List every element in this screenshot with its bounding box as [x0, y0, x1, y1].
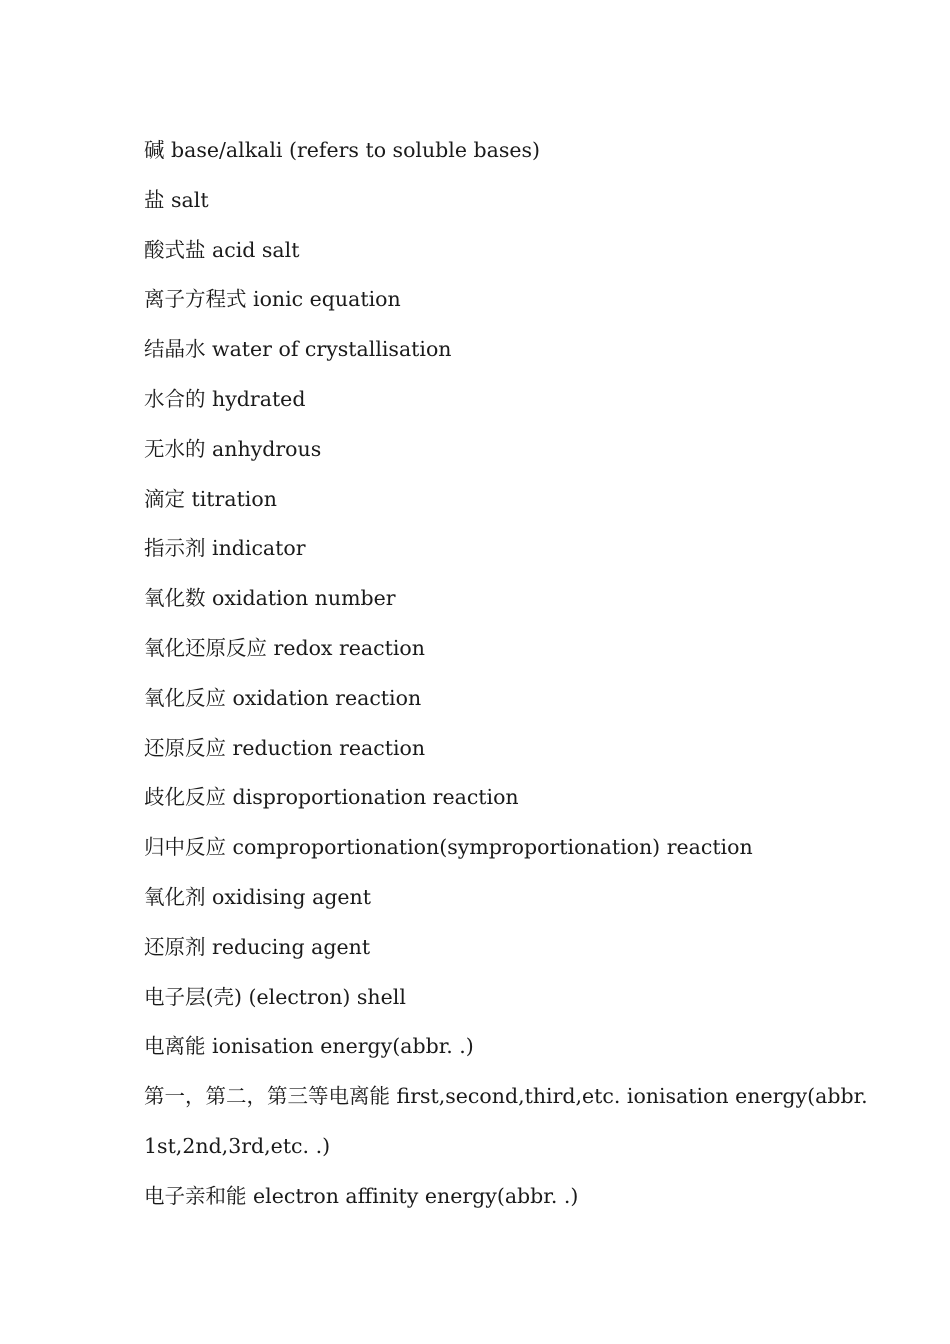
glossary-entry-base-alkali: 碱 base/alkali (refers to soluble bases) — [144, 138, 541, 162]
glossary-entry-water-of-crystallisation: 结晶水 water of crystallisation — [144, 337, 452, 362]
glossary-list — [144, 133, 868, 1229]
glossary-entry-successive-ionisation-energy-continued: 1st,2nd,3rd,etc. .) — [144, 1133, 331, 1158]
glossary-entry-reduction-reaction: 还原反应 reduction reaction — [144, 735, 426, 760]
glossary-entry-salt: 盐 salt — [144, 187, 209, 212]
glossary-entry-comproportionation-reaction: 归中反应 comproportionation(symproportionation) reaction — [144, 835, 753, 860]
glossary-entry-disproportionation-reaction: 歧化反应 disproportionation reaction — [144, 785, 519, 810]
glossary-entry-oxidising-agent: 氧化剂 oxidising agent — [144, 884, 371, 909]
glossary-entry-redox-reaction: 氧化还原反应 redox reaction — [144, 635, 425, 660]
glossary-entry-successive-ionisation-energy: 第一，第二，第三等电离能 first,second,third,etc. ionisation energy(abbr. — [144, 1084, 868, 1109]
glossary-entry-indicator: 指示剂 indicator — [144, 536, 306, 561]
glossary-entry-electron-shell: 电子层(壳) (electron) shell — [144, 984, 406, 1009]
glossary-entry-acid-salt: 酸式盐 acid salt — [144, 237, 300, 262]
glossary-entry-electron-affinity-energy: 电子亲和能 electron affinity energy(abbr. .) — [144, 1183, 579, 1208]
glossary-entry-ionisation-energy: 电离能 ionisation energy(abbr. .) — [144, 1034, 474, 1059]
glossary-entry-oxidation-number: 氧化数 oxidation number — [144, 586, 396, 611]
glossary-entry-hydrated: 水合的 hydrated — [144, 386, 306, 411]
glossary-entry-reducing-agent: 还原剂 reducing agent — [144, 934, 371, 959]
glossary-entry-titration: 滴定 titration — [144, 486, 277, 511]
glossary-entry-anhydrous: 无水的 anhydrous — [144, 436, 322, 461]
glossary-entry-ionic-equation: 离子方程式 ionic equation — [144, 287, 401, 312]
glossary-entry-oxidation-reaction: 氧化反应 oxidation reaction — [144, 685, 422, 710]
